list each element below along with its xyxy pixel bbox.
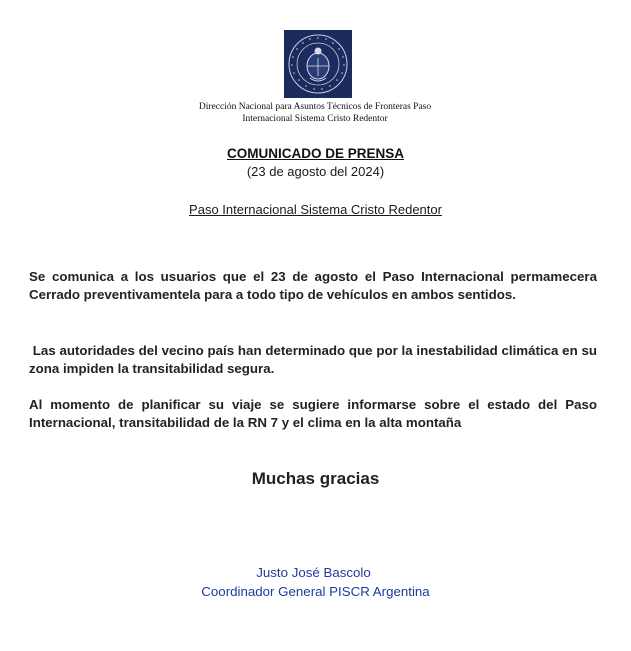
org-name-line-2: Internacional Sistema Cristo Redentor <box>242 114 388 124</box>
body-paragraph-1: Se comunica a los usuarios que el 23 de agosto el Paso Internacional permamecera Cerrado preventivamentela para a todo tipo de vehículos en ambos sentidos. <box>29 269 597 302</box>
closing-thanks: Muchas gracias <box>251 469 380 488</box>
document-subject: Paso Internacional Sistema Cristo Redentor <box>189 202 442 217</box>
signature-name: Justo José Bascolo <box>256 565 371 580</box>
body-paragraph-3: Al momento de planificar su viaje se sugiere informarse sobre el estado del Paso Internacional, transitabilidad de la RN 7 y el clima en la alta montaña <box>29 397 597 430</box>
signature-role: Coordinador General PISCR Argentina <box>201 584 430 599</box>
org-name-line-1: Dirección Nacional para Asuntos Técnicos de Fronteras Paso <box>198 102 432 112</box>
argentine-seal-icon <box>284 30 352 98</box>
document-title: COMUNICADO DE PRENSA <box>226 146 404 161</box>
body-paragraph-2: Las autoridades del vecino país han determinado que por la inestabilidad climática en su zona impiden la transitabilidad segura. <box>29 343 601 376</box>
document-date: (23 de agosto del 2024) <box>246 164 385 179</box>
